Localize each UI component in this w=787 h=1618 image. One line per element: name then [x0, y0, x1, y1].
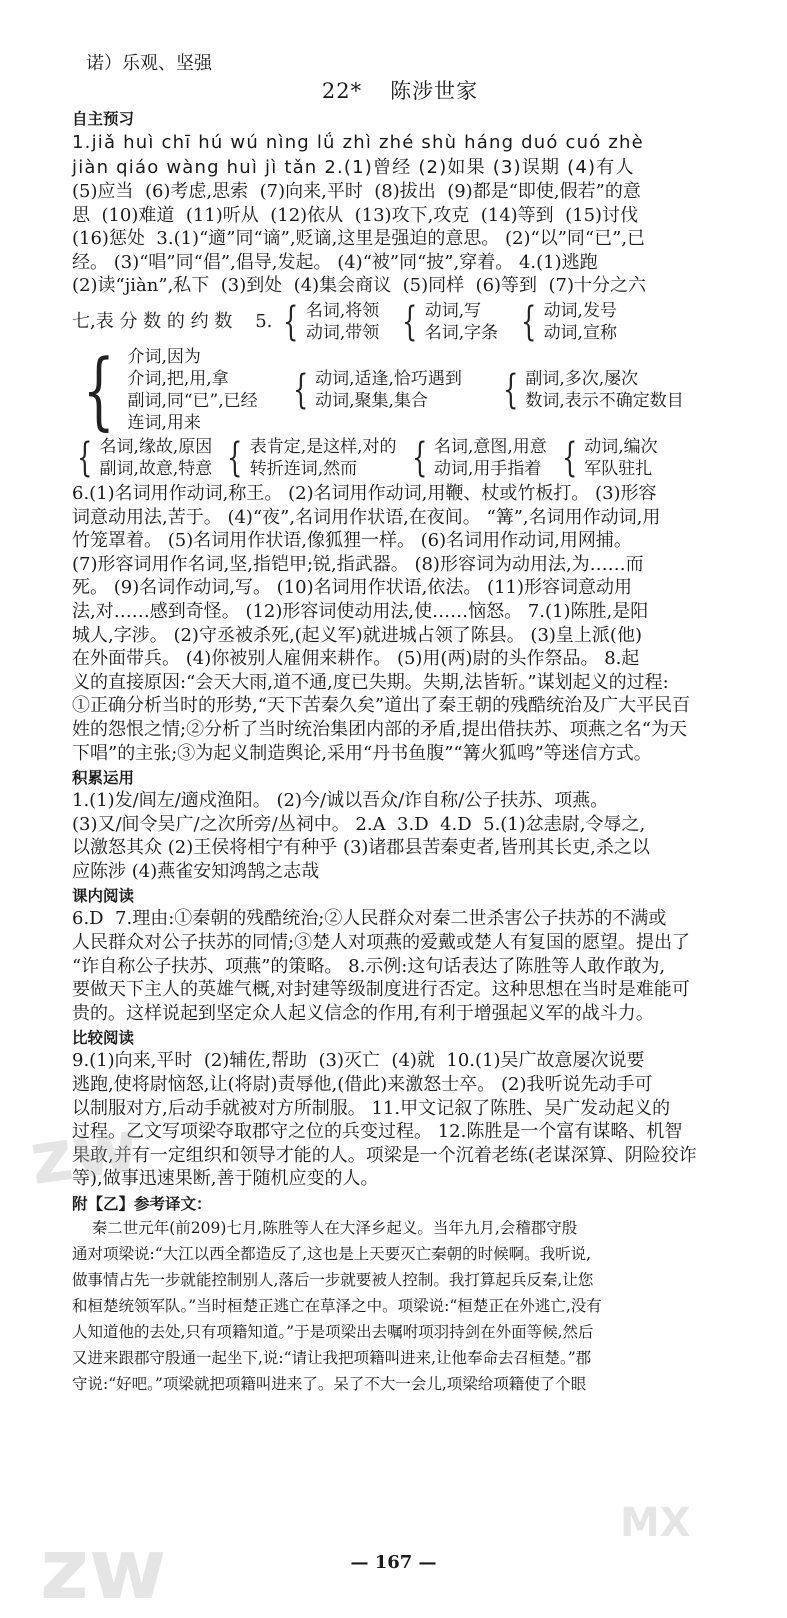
brace-group — [407, 436, 547, 480]
text-line: “诈自称公子扶苏、项燕”的策略。 8.示例:这句话表达了陈胜等人敢作敢为, — [72, 955, 666, 977]
text-line: 死。 (9)名词作动词,写。 (10)名词用作状语,依法。 (11)形容词意动用 — [72, 577, 633, 599]
brace-row — [72, 340, 728, 439]
text-line: 和桓楚统领军队。”当时桓楚正逃亡在草泽之中。项梁说:“桓楚正在外逃亡,没有 — [72, 1297, 602, 1315]
preview-answers-continued — [72, 482, 728, 765]
brace-item: 动词,发号 — [543, 300, 617, 321]
inclass-answers — [72, 907, 728, 1025]
brace-item: 动词,聚集,集合 — [315, 390, 428, 411]
text-line: 守说:“好吧。”项梁就把项籍叫进来了。呆了不大一会儿,项梁给项籍使了个眼 — [72, 1375, 587, 1393]
brace-icon: { — [292, 366, 309, 413]
brace-item: 名词,字条 — [424, 322, 499, 343]
brace-icon: { — [77, 434, 93, 481]
brace-item: 动词,宣称 — [543, 322, 617, 343]
section-heading-inclass: 课内阅读 — [72, 887, 135, 906]
brace-group — [222, 436, 396, 480]
text-line: 等),做事迅速果断,善于随机应变的人。 — [72, 1168, 379, 1190]
answer-page — [72, 52, 728, 1397]
brace-item: 军队驻扎 — [584, 458, 653, 479]
accumulation-answers — [72, 789, 728, 883]
text-line: 姓的怨恨之情;②分析了当时统治集团内部的矛盾,提出借扶苏、项燕之名“为天 — [72, 718, 687, 740]
brace-icon: { — [283, 298, 299, 345]
text-line: 做事情占先一步就能控制别人,落后一步就要被人控制。我打算起兵反秦,让您 — [72, 1271, 594, 1289]
text-line: 经。 (3)“唱”同“倡”,倡导,发起。 (4)“被”同“披”,穿着。 4.(1)逃跑 — [72, 251, 598, 273]
text-line: (5)应当 (6)考虑,思索 (7)向来,平时 (8)拔出 (9)都是“即使,假若”的意 — [72, 181, 641, 202]
text-line: 要做天下主人的英雄气概,对封建等级制度进行否定。这种思想在当时是难能可 — [72, 979, 690, 1001]
text-line: 秦二世元年(前209)七月,陈胜等人在大泽乡起义。当年九月,会稽郡守殷 — [72, 1219, 578, 1237]
brace-item: 连词,用来 — [127, 412, 201, 433]
text-line: (3)又/间令吴广/之次所旁/丛祠中。 2.A 3.D 4.D 5.(1)忿恚尉,令辱之, — [72, 813, 646, 835]
brace-group — [288, 368, 462, 412]
lesson-number: 22* — [321, 79, 363, 103]
brace-icon: { — [411, 434, 427, 481]
brace-item: 转折连词,然而 — [249, 458, 358, 479]
text-line: 1.(1)发/闾左/適戍渔阳。 (2)今/诚以吾众/诈自称/公子扶苏、项燕。 — [72, 790, 609, 812]
brace-icon: { — [402, 298, 418, 345]
text-line: 思 (10)难道 (11)听从 (12)依从 (13)攻下,攻克 (14)等到 (15)讨伐 — [72, 204, 639, 226]
text-line: 贵的。这样说起到坚定众人起义信念的作用,有利于增强起义军的战斗力。 — [72, 1002, 654, 1024]
brace-item: 介词,把,用,拿 — [127, 368, 229, 389]
text-line: (7)形容词用作名词,坚,指铠甲;锐,指武器。 (8)形容词为动用法,为……而 — [72, 553, 644, 575]
text-line: 以制服对方,后动手就被对方所制服。 11.甲文记叙了陈胜、吴广发动起义的 — [72, 1097, 671, 1119]
text-line: 果敢,并有一定组织和领导才能的人。项梁是一个沉着老练(老谋深算、阴险狡诈 — [72, 1144, 697, 1166]
text-line: 法,对……感到奇怪。 (12)形容词使动用法,使……恼怒。 7.(1)陈胜,是阳 — [72, 600, 649, 622]
text-line: 通对项梁说:“大江以西全都造反了,这也是上天要灭亡秦朝的时候啊。我听说, — [72, 1245, 592, 1263]
brace-group — [397, 300, 498, 344]
text-line: 9.(1)向来,平时 (2)辅佐,帮助 (3)灭亡 (4)就 10.(1)吴广故意屡次说要 — [72, 1050, 645, 1072]
brace-row — [72, 436, 728, 480]
text-line: 在外面带兵。 (4)你被别人雇佣来耕作。 (5)用(两)尉的头作祭品。 8.起 — [72, 648, 640, 670]
pinyin-line: 1.jiǎ huì chī hú wú nìng lǘ zhì zhé shù háng duó cuó zhè — [72, 132, 644, 153]
lesson-title — [72, 76, 728, 106]
brace-item: 名词,缘故,原因 — [99, 436, 213, 457]
section-heading-preview: 自主预习 — [72, 110, 135, 128]
brace-group — [557, 436, 658, 480]
brace-icon: { — [503, 366, 519, 413]
section-heading-compare: 比较阅读 — [72, 1029, 135, 1048]
text-line: 竹笼罩着。 (5)名词用作状语,像狐狸一样。 (6)名词用作动词,用网捕。 — [72, 530, 632, 552]
brace-group — [72, 436, 212, 480]
text-line: 过程。乙文写项梁夺取郡守之位的兵变过程。 12.陈胜是一个富有谋略、机智 — [72, 1121, 683, 1143]
brace-group — [278, 300, 379, 344]
preview-answers — [72, 180, 728, 298]
brace-icon: { — [227, 434, 243, 481]
text-line: 6.(1)名词用作动词,称王。 (2)名词用作动词,用鞭、杖或竹板打。 (3)形容 — [72, 482, 657, 504]
intro-line: 诺）乐观、坚强 — [86, 53, 212, 74]
page-number: — 167 — — [350, 1552, 437, 1573]
brace-item: 介词,因为 — [127, 346, 201, 367]
brace-item: 动词,适逢,恰巧遇到 — [315, 368, 462, 389]
text-line: 词意动用法,苦于。 (4)“夜”,名词用作状语,在夜间。 “篝”,名词用作动词,用 — [72, 506, 661, 528]
text-line: 人民群众对公子扶苏的同情;③楚人对项燕的爱戴或楚人有复国的愿望。提出了 — [72, 932, 691, 954]
text-line: 七,表 分 数 的 约 数 5. — [72, 311, 273, 333]
brace-item: 副词,同“已”,已经 — [127, 390, 258, 411]
brace-item: 名词,将领 — [305, 300, 380, 321]
watermark-logo-bottom: zw — [40, 1520, 167, 1618]
brace-item: 副词,故意,特意 — [99, 458, 213, 479]
brace-row — [72, 300, 728, 344]
text-line: ①正确分析当时的形势,“天下苦秦久矣”道出了秦王朝的残酷统治及广大平民百 — [72, 695, 691, 717]
text-line: 城人,字涉。 (2)守丞被杀死,(起义军)就进城占领了陈县。 (3)皇上派(他) — [72, 624, 642, 646]
section-heading-translation: 附【乙】参考译文： — [72, 1195, 212, 1213]
text-line: 6.D 7.理由:①秦朝的残酷统治;②人民群众对秦二世杀害公子扶苏的不满或 — [72, 908, 667, 930]
brace-icon: { — [521, 298, 537, 345]
text-line: 人知道他的去处,只有项籍知道。”于是项梁出去嘱咐项羽持剑在外面等候,然后 — [72, 1323, 594, 1341]
brace-item: 动词,写 — [424, 300, 482, 321]
text-line: (16)惩处 3.(1)“適”同“谪”,贬谪,这里是强迫的意思。 (2)“以”同“已”,已 — [72, 228, 646, 250]
brace-group — [72, 340, 258, 439]
text-line: 又进来跟郡守殷通一起坐下,说:“请让我把项籍叫进来,让他奉命去召桓楚。”郡 — [72, 1349, 592, 1367]
lesson-name: 陈涉世家 — [390, 79, 479, 103]
brace-icon: { — [561, 434, 578, 481]
section-heading-accumulation: 积累运用 — [72, 769, 135, 788]
text-line: 应陈涉 (4)燕雀安知鸿鹄之志哉 — [72, 860, 320, 882]
brace-group — [498, 368, 684, 412]
brace-icon: { — [82, 340, 115, 439]
brace-group — [516, 300, 617, 344]
translation-text — [72, 1215, 728, 1397]
text-line: 义的直接原因:“会天大雨,道不通,度已失期。失期,法皆斩。”谋划起义的过程: — [72, 671, 669, 693]
brace-item: 动词,带领 — [305, 322, 380, 343]
text-line: 逃跑,使将尉恼怒,让(将尉)责辱他,(借此)来激怒士卒。 (2)我听说先动手可 — [72, 1074, 653, 1096]
compare-answers — [72, 1049, 728, 1191]
brace-item: 动词,用手指着 — [433, 458, 542, 479]
text-line: (2)读“jiàn”,私下 (3)到处 (4)集会商议 (5)同样 (6)等到 (7)十分之六 — [72, 275, 646, 297]
watermark-logo-right: MX — [620, 1500, 691, 1546]
brace-item: 副词,多次,屡次 — [525, 368, 639, 389]
pinyin-line: jiàn qiáo wàng huì jì tǎn 2.(1)曾经 (2)如果 (3)误期 (4)有人 — [72, 157, 635, 178]
brace-item: 名词,意图,用意 — [433, 436, 547, 457]
watermark-logo-left: zw — [24, 1102, 144, 1202]
brace-item: 数词,表示不确定数目 — [525, 390, 684, 411]
text-line: 下唱”的主张;③为起义制造舆论,采用“丹书鱼腹”“篝火狐鸣”等迷信方式。 — [72, 742, 652, 764]
brace-item: 动词,编次 — [584, 436, 658, 457]
brace-item: 表肯定,是这样,对的 — [249, 436, 397, 457]
text-line: 以激怒其众 (2)王侯将相宁有种乎 (3)诸郡县苦秦吏者,皆刑其长吏,杀之以 — [72, 837, 650, 859]
